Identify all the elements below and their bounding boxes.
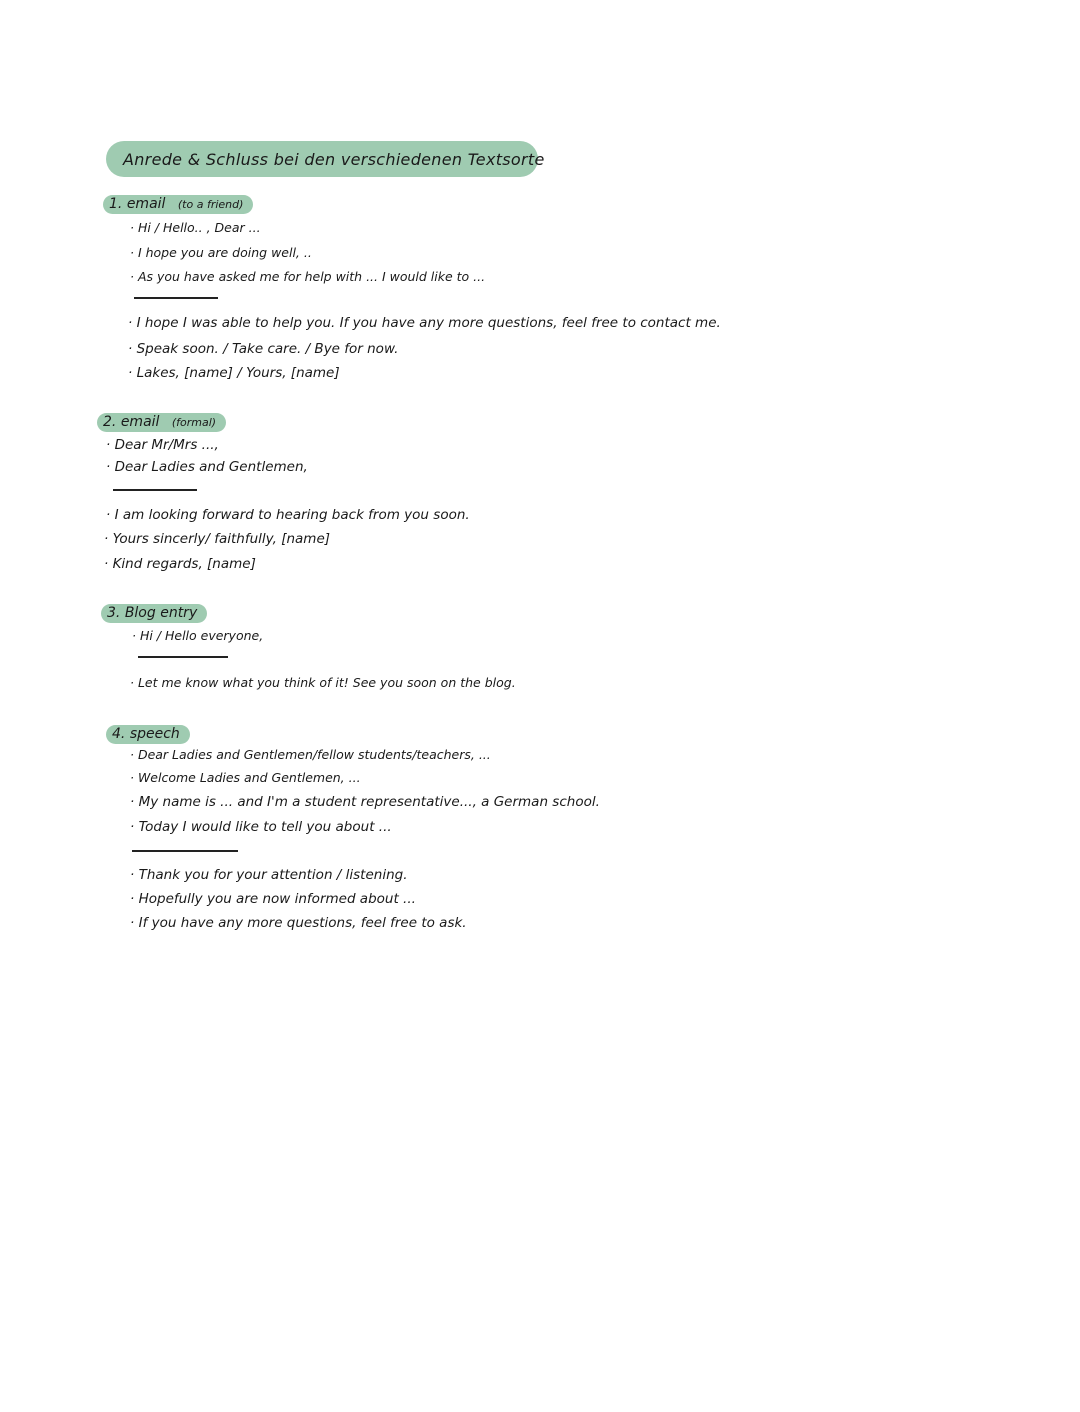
section-number: 4.	[112, 726, 126, 742]
list-item: · Hopefully you are now informed about ...	[130, 891, 416, 907]
list-item: · My name is ... and I'm a student representative..., a German school.	[130, 794, 600, 810]
section-number: 3.	[107, 605, 121, 621]
list-item: · I hope you are doing well, ..	[130, 245, 312, 260]
list-item: · I hope I was able to help you. If you have any more questions, feel free to contact me.	[128, 315, 721, 331]
section-heading-email-formal	[97, 413, 226, 432]
section-title: email	[120, 414, 160, 430]
list-item: · Welcome Ladies and Gentlemen, ...	[130, 770, 361, 785]
list-item: · Let me know what you think of it! See you soon on the blog.	[130, 675, 516, 690]
list-item: · Dear Ladies and Gentlemen/fellow students/teachers, ...	[130, 747, 491, 762]
section-number: 2.	[103, 414, 117, 430]
list-item: · Today I would like to tell you about ...	[130, 819, 392, 835]
list-item: · Yours sincerly/ faithfully, [name]	[104, 531, 331, 547]
list-item: · If you have any more questions, feel free to ask.	[130, 915, 467, 931]
section-heading-speech	[106, 725, 190, 744]
list-item: · Speak soon. / Take care. / Bye for now.	[128, 341, 399, 357]
list-item: · Hi / Hello.. , Dear ...	[130, 220, 261, 235]
list-item: · As you have asked me for help with ... I would like to ...	[130, 269, 486, 284]
section-title: Blog entry	[124, 605, 198, 621]
divider	[113, 489, 197, 491]
section-number: 1.	[109, 196, 123, 212]
divider	[134, 297, 218, 299]
section-subtitle: (to a friend)	[177, 198, 244, 211]
section-title: speech	[129, 726, 180, 742]
list-item: · Thank you for your attention / listening.	[130, 867, 408, 883]
divider	[132, 850, 238, 852]
list-item: · Dear Mr/Mrs ...,	[106, 437, 219, 453]
list-item: · Hi / Hello everyone,	[132, 628, 264, 643]
divider	[138, 656, 228, 658]
section-heading-blog-entry	[101, 604, 207, 623]
list-item: · I am looking forward to hearing back from you soon.	[106, 507, 470, 523]
list-item: · Dear Ladies and Gentlemen,	[106, 459, 308, 475]
section-title: email	[126, 196, 166, 212]
page-title: Anrede & Schluss bei den verschiedenen Textsorte	[106, 141, 538, 177]
section-heading-email-friend	[103, 195, 253, 214]
list-item: · Lakes, [name] / Yours, [name]	[128, 365, 340, 381]
section-subtitle: (formal)	[171, 416, 217, 429]
list-item: · Kind regards, [name]	[104, 556, 256, 572]
